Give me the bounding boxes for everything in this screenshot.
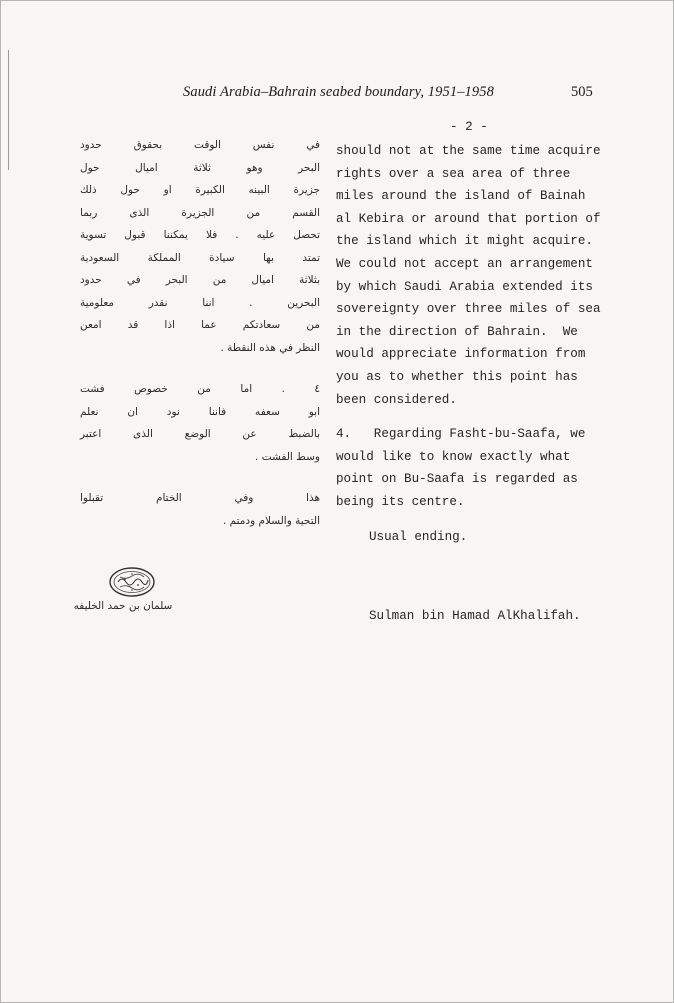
english-paragraph-4	[336, 427, 586, 509]
english-signature: Sulman bin Hamad AlKhalifah.	[369, 609, 581, 623]
arabic-line: بثلاثة اميال من البحر في حدود	[80, 274, 320, 286]
arabic-line: البحر وهو ثلاثة اميال حول	[80, 161, 320, 174]
english-line: We could not accept an arrangement	[336, 257, 593, 271]
english-line: sovereignty over three miles of sea	[336, 302, 601, 317]
page-edge-line	[8, 50, 9, 170]
english-line: being its centre.	[336, 494, 465, 509]
closing-line: Usual ending.	[369, 530, 468, 544]
english-line: al Kebira or around that portion of	[336, 211, 601, 226]
arabic-line: التحية والسلام ودمتم .	[222, 514, 320, 527]
page-number: 505	[571, 84, 593, 100]
arabic-signature: سلمان بن حمد الخليفه	[73, 600, 173, 612]
english-line: been considered.	[336, 392, 457, 407]
english-line: by which Saudi Arabia extended its	[336, 279, 593, 294]
arabic-line: ٤ . اما من خصوص فشت	[80, 383, 320, 395]
english-line: the island which it might acquire.	[336, 234, 593, 249]
running-header-title: Saudi Arabia–Bahrain seabed boundary, 1951–1958	[183, 84, 494, 100]
arabic-line: في نفس الوقت بحقوق حدود	[80, 139, 320, 151]
seal-stamp-icon	[108, 566, 156, 598]
english-line: point on Bu-Saafa is regarded as	[336, 472, 578, 487]
letter-folio: - 2 -	[450, 120, 488, 134]
arabic-line: وسط الفشت .	[255, 450, 320, 463]
english-body	[336, 144, 601, 407]
arabic-line: تمتد بها سيادة المملكة السعودية	[80, 251, 320, 264]
arabic-line: تحصل عليه . فلا يمكننا قبول تسوية	[80, 229, 320, 241]
arabic-line: جزيرة البينه الكبيرة او حول ذلك	[80, 184, 320, 196]
english-line: miles around the island of Bainah	[336, 189, 586, 204]
english-line: 4. Regarding Fasht-bu-Saafa, we	[336, 427, 586, 441]
arabic-line: البحرين . اننا نقدر معلومية	[80, 296, 320, 309]
english-line: would appreciate information from	[336, 347, 586, 362]
english-line: you as to whether this point has	[336, 370, 578, 384]
arabic-line: من سعادتكم عما اذا قد امعن	[80, 319, 320, 331]
english-line: in the direction of Bahrain. We	[336, 324, 578, 339]
english-line: rights over a sea area of three	[336, 166, 571, 181]
english-line: should not at the same time acquire	[336, 144, 601, 158]
arabic-line: ابو سعفه فاننا نود ان نعلم	[80, 405, 320, 418]
arabic-line: النظر في هذه النقطة .	[220, 341, 320, 354]
arabic-line: القسم من الجزيرة الذى ربما	[80, 206, 320, 219]
arabic-line: بالضبط عن الوضع الذى اعتبر	[80, 428, 320, 440]
english-line: would like to know exactly what	[336, 449, 571, 464]
arabic-line: هذا وفي الختام تقبلوا	[80, 492, 320, 504]
